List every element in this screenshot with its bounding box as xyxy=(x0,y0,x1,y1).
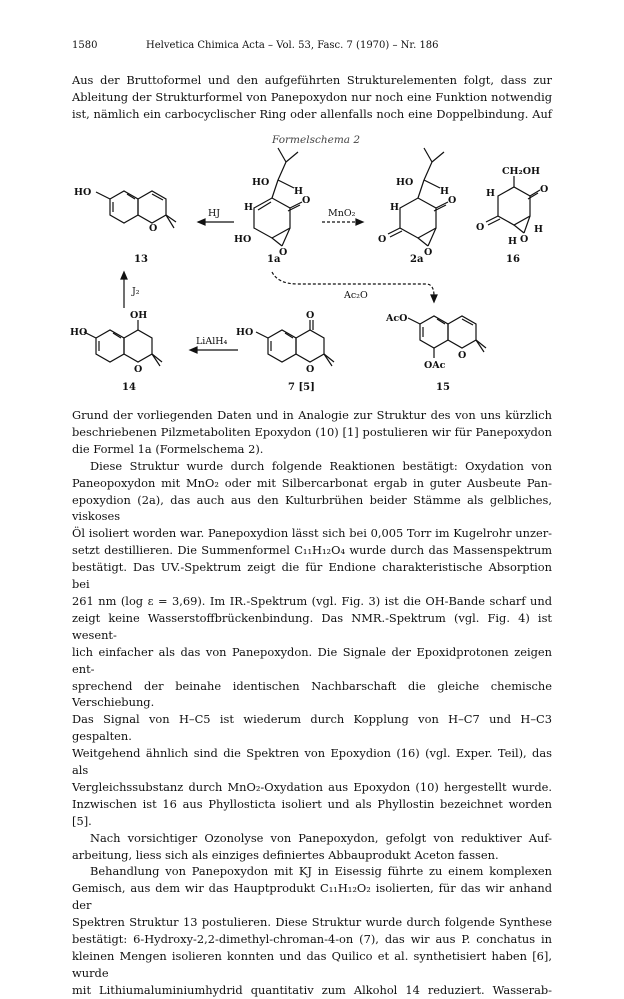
atom-label: O xyxy=(279,247,288,258)
structure-7 xyxy=(236,310,334,375)
atom-label: O xyxy=(540,184,549,195)
compound-number: 2a xyxy=(410,254,424,265)
text-line: Weitgehend ähnlich sind die Spektren von Epoxydion (16) (vgl. Exper. Teil), das als xyxy=(72,746,552,778)
journal-header: Helvetica Chimica Acta – Vol. 53, Fasc. 7 (1970) – Nr. 186 xyxy=(146,40,439,51)
text-line: kleinen Mengen isolieren konnten und das Quilico et al. synthetisiert haben [6], wurde xyxy=(72,949,552,980)
reagent-label: HJ xyxy=(208,208,221,219)
atom-label: O xyxy=(134,364,143,375)
text-line: sprechend der beinahe identischen Nachbarschaft die gleiche chemische Verschiebung. xyxy=(72,678,552,710)
atom-label: HO xyxy=(70,327,88,338)
text-line: Ableitung der Strukturformel von Panepoxydon nur noch eine Funktion notwendig xyxy=(72,89,552,104)
compound-number: 1a xyxy=(267,254,281,265)
atom-label: HO xyxy=(236,327,254,338)
intro-paragraph xyxy=(72,72,552,123)
reagent-label: Ac₂O xyxy=(344,290,368,301)
atom-label: O xyxy=(306,364,315,375)
text-line: setzt destillieren. Die Summenformel C₁₁H₁₂O₄ wurde durch das Massenspektrum xyxy=(72,543,552,558)
text-line: Grund der vorliegenden Daten und in Analogie zur Struktur des von uns kürzlich xyxy=(72,408,552,422)
structure-15 xyxy=(385,313,486,371)
text-line: Spektren Struktur 13 postulieren. Diese Struktur wurde durch folgende Synthese xyxy=(72,915,552,930)
text-line: Öl isoliert worden war. Panepoxydion lässt sich bei 0,005 Torr im Kugelrohr unzer- xyxy=(72,526,552,541)
atom-label: HO xyxy=(74,187,92,198)
structure-1a xyxy=(234,148,310,258)
text-line: lich einfacher als das von Panepoxydon. Die Signale der Epoxidprotonen zeigen ent- xyxy=(72,644,552,676)
compound-number: 15 xyxy=(436,382,450,393)
atom-label: OH xyxy=(130,310,148,321)
atom-label: HO xyxy=(234,234,252,245)
compound-number: 16 xyxy=(506,254,520,265)
atom-label: H xyxy=(508,236,517,247)
text-line: bestätigt: 6-Hydroxy-2,2-dimethyl-chroman-4-on (7), das wir aus P. conchatus in xyxy=(72,932,552,947)
atom-label: H xyxy=(390,202,399,213)
structure-13 xyxy=(74,187,176,234)
text-line: bestätigt. Das UV.-Spektrum zeigt die für Endione charakteristische Absorption bei xyxy=(72,560,552,592)
structure-16 xyxy=(476,166,548,247)
text-line: Nach vorsichtiger Ozonolyse von Panepoxydon, gefolgt von reduktiver Auf- xyxy=(90,830,552,845)
atom-label: H xyxy=(440,186,449,197)
text-line: ist, nämlich ein carbocyclischer Ring oder allenfalls noch eine Doppelbindung. Auf xyxy=(72,106,552,121)
text-line: mit Lithiumaluminiumhydrid quantitativ zum Alkohol 14 reduziert. Wasserab- xyxy=(72,982,552,997)
atom-label: H xyxy=(244,202,253,213)
text-line: Aus der Bruttoformel und den aufgeführten Strukturelementen folgt, dass zur xyxy=(72,73,552,87)
atom-label: O xyxy=(302,195,311,206)
atom-label: HO xyxy=(396,177,414,188)
atom-label: O xyxy=(476,222,485,233)
text-line: Gemisch, aus dem wir das Hauptprodukt C₁₁H₁₂O₂ isolierten, für das wir anhand der xyxy=(72,881,552,913)
reagent-label: MnO₂ xyxy=(328,208,356,219)
text-line: Inzwischen ist 16 aus Phyllosticta isoliert und als Phyllostin bezeichnet worden [5]. xyxy=(72,796,552,828)
atom-label: H xyxy=(294,186,303,197)
atom-label: O xyxy=(520,234,529,245)
structure-14 xyxy=(70,310,162,375)
atom-label: O xyxy=(448,195,457,206)
atom-label: O xyxy=(149,223,158,234)
structure-2a xyxy=(378,148,456,258)
text-line: zeigt keine Wasserstoffbrückenbindung. Das NMR.-Spektrum (vgl. Fig. 4) ist wesent- xyxy=(72,610,552,642)
atom-label: OAc xyxy=(424,360,446,371)
body-text xyxy=(72,407,552,999)
atom-label: AcO xyxy=(386,313,408,324)
text-line: Paneopoxydon mit MnO₂ oder mit Silbercarbonat ergab in guter Ausbeute Pan- xyxy=(72,475,552,490)
text-line: arbeitung, liess sich als einziges definiertes Abbauprodukt Aceton fassen. xyxy=(72,847,499,862)
scheme-title: Formelschema 2 xyxy=(272,134,361,146)
compound-number: 13 xyxy=(134,254,148,265)
atom-label: O xyxy=(424,247,433,258)
text-line: epoxydion (2a), das auch aus den Kulturbrühen beider Stämme als gelbliches, viskoses xyxy=(72,492,552,524)
text-line: Behandlung von Panepoxydon mit KJ in Eisessig führte zu einem komplexen xyxy=(90,864,552,879)
page-number: 1580 xyxy=(72,40,98,51)
formula-scheme xyxy=(72,132,552,412)
reagent-label: LiAlH₄ xyxy=(196,336,228,347)
compound-number: 7 [5] xyxy=(288,382,315,393)
text-line: die Formel 1a (Formelschema 2). xyxy=(72,441,264,456)
text-line: Vergleichssubstanz durch MnO₂-Oxydation aus Epoxydon (10) hergestellt wurde. xyxy=(72,779,552,794)
atom-label: O xyxy=(378,234,387,245)
atom-label: CH₂OH xyxy=(502,166,540,177)
atom-label: O xyxy=(458,350,467,361)
reagent-label: J₂ xyxy=(132,286,140,297)
atom-label: O xyxy=(306,310,315,321)
text-line: beschriebenen Pilzmetaboliten Epoxydon (10) [1] postulieren wir für Panepoxydon xyxy=(72,424,552,439)
atom-label: H xyxy=(486,188,495,199)
text-line: Diese Struktur wurde durch folgende Reaktionen bestätigt: Oxydation von xyxy=(90,458,552,473)
text-line: Das Signal von H–C5 ist wiederum durch Kopplung von H–C7 und H–C3 gespalten. xyxy=(72,712,552,744)
atom-label: HO xyxy=(252,177,270,188)
atom-label: H xyxy=(534,224,543,235)
compound-number: 14 xyxy=(122,382,136,393)
text-line: 261 nm (log ε = 3,69). Im IR.-Spektrum (vgl. Fig. 3) ist die OH-Bande scharf und xyxy=(72,593,552,608)
running-header xyxy=(72,40,552,54)
